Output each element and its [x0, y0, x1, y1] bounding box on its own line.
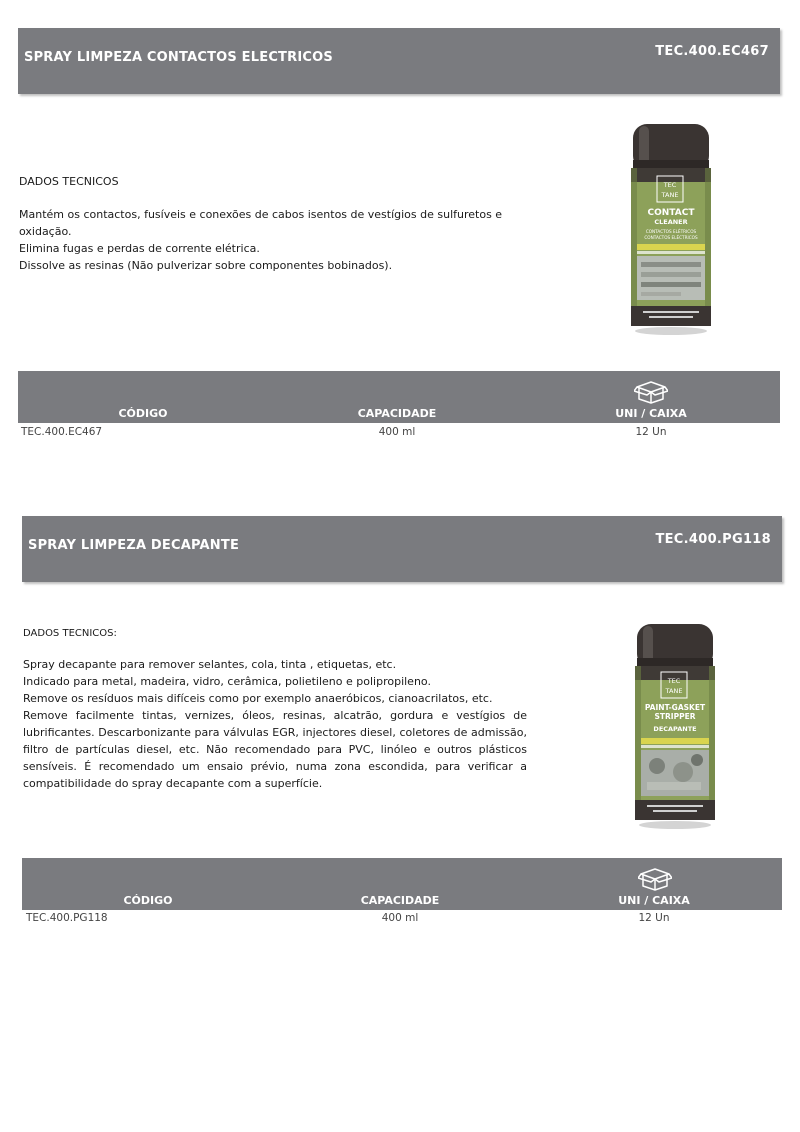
product-image-contact-cleaner [629, 120, 713, 336]
brand-logo-top: TEC [663, 181, 677, 189]
spec-table-header-2 [22, 858, 782, 910]
description-line: Mantém os contactos, fusíveis e conexões de cabos isentos de vestígios de sulfuretos e oxidação. [19, 208, 503, 238]
can-photo-detail [641, 262, 701, 267]
can-photo-detail [641, 272, 701, 277]
table-cell-code: TEC.400.PG118 [26, 912, 108, 924]
column-header-capacity: CAPACIDADE [357, 407, 437, 420]
brand-logo-top: TEC [667, 677, 681, 685]
can-photo-detail [649, 758, 665, 774]
can-body-shade-right [705, 168, 711, 326]
product-header-1 [18, 28, 780, 94]
product-header-2 [22, 516, 782, 582]
table-cell-units: 12 Un [635, 426, 667, 438]
product-code: TEC.400.PG118 [655, 532, 771, 547]
can-photo-detail [647, 782, 701, 790]
spec-table-header-1 [18, 371, 780, 423]
table-cell-code: TEC.400.EC467 [21, 426, 103, 438]
can-subtitle: CONTACTOS ELÉTRICOS [645, 229, 697, 234]
can-footer-text [647, 805, 703, 807]
description-line: Indicado para metal, madeira, vidro, cerâmica, polietileno e polipropileno. [23, 675, 431, 688]
table-cell-capacity: 400 ml [381, 912, 419, 924]
product-description [19, 206, 539, 274]
can-label-stripe [641, 738, 709, 744]
table-cell-units: 12 Un [638, 912, 670, 924]
can-shadow [639, 821, 711, 829]
can-body-shade-right [709, 666, 715, 820]
can-product-name-2: CLEANER [654, 218, 688, 226]
can-footer-text [643, 311, 699, 313]
product-title: SPRAY LIMPEZA CONTACTOS ELECTRICOS [24, 50, 333, 65]
can-body-shade-left [631, 168, 637, 326]
can-shadow [635, 327, 707, 335]
column-header-capacity: CAPACIDADE [360, 894, 440, 907]
can-photo-detail [641, 282, 701, 287]
description-line: Remove os resíduos mais difíceis como por exemplo anaeróbicos, cianoacrilatos, etc. [23, 692, 493, 705]
box-icon [638, 867, 672, 891]
column-header-units-per-box: UNI / CAIXA [615, 407, 687, 420]
description-line: Dissolve as resinas (Não pulverizar sobre componentes bobinados). [19, 259, 393, 272]
tech-data-heading: DADOS TECNICOS: [23, 628, 117, 639]
product-description [23, 656, 527, 792]
can-product-name-2: STRIPPER [654, 712, 696, 721]
brand-logo-bottom: TANE [665, 687, 683, 695]
column-header-code: CÓDIGO [118, 407, 168, 420]
brand-logo-bottom: TANE [661, 191, 679, 199]
column-header-units-per-box: UNI / CAIXA [618, 894, 690, 907]
can-subtitle: DECAPANTE [653, 725, 697, 733]
box-icon [634, 380, 668, 404]
can-photo-detail [641, 292, 681, 296]
can-footer-text [649, 316, 693, 318]
description-line: Elimina fugas e perdas de corrente elétrica. [19, 242, 260, 255]
description-line: Spray decapante para remover selantes, cola, tinta , etiquetas, etc. [23, 658, 397, 671]
description-paragraph: Remove facilmente tintas, vernizes, óleos, resinas, alcatrão, gordura e vestígios de lubrificantes. Descarbonizante para válvulas EGR, injectores diesel, coletores de admissão, filtro de partículas diesel, etc. Não recomendado para PVC, linóleo e outros plásticos sensíveis. É recomendado um ensaio prévio, numa zona escondida, para verificar a compatibilidade do spray decapante com a superfície. [23, 709, 527, 790]
product-image-paint-gasket-stripper [633, 620, 717, 830]
can-product-name: PAINT-GASKET [644, 703, 706, 712]
can-body-dark [631, 168, 711, 182]
can-photo-detail [673, 762, 693, 782]
table-cell-capacity: 400 ml [378, 426, 416, 438]
product-code: TEC.400.EC467 [655, 44, 769, 59]
can-footer-text [653, 810, 697, 812]
can-label-stripe [637, 244, 705, 250]
can-body-shade-left [635, 666, 641, 820]
can-label-stripe-2 [637, 251, 705, 254]
can-subtitle-2: CONTACTOS ELÉCTRICOS [644, 235, 698, 240]
tech-data-heading: DADOS TECNICOS [19, 175, 119, 188]
can-label-stripe-2 [641, 745, 709, 748]
can-photo-detail [691, 754, 703, 766]
can-product-name: CONTACT [647, 208, 695, 218]
column-header-code: CÓDIGO [123, 894, 173, 907]
product-title: SPRAY LIMPEZA DECAPANTE [28, 538, 240, 553]
